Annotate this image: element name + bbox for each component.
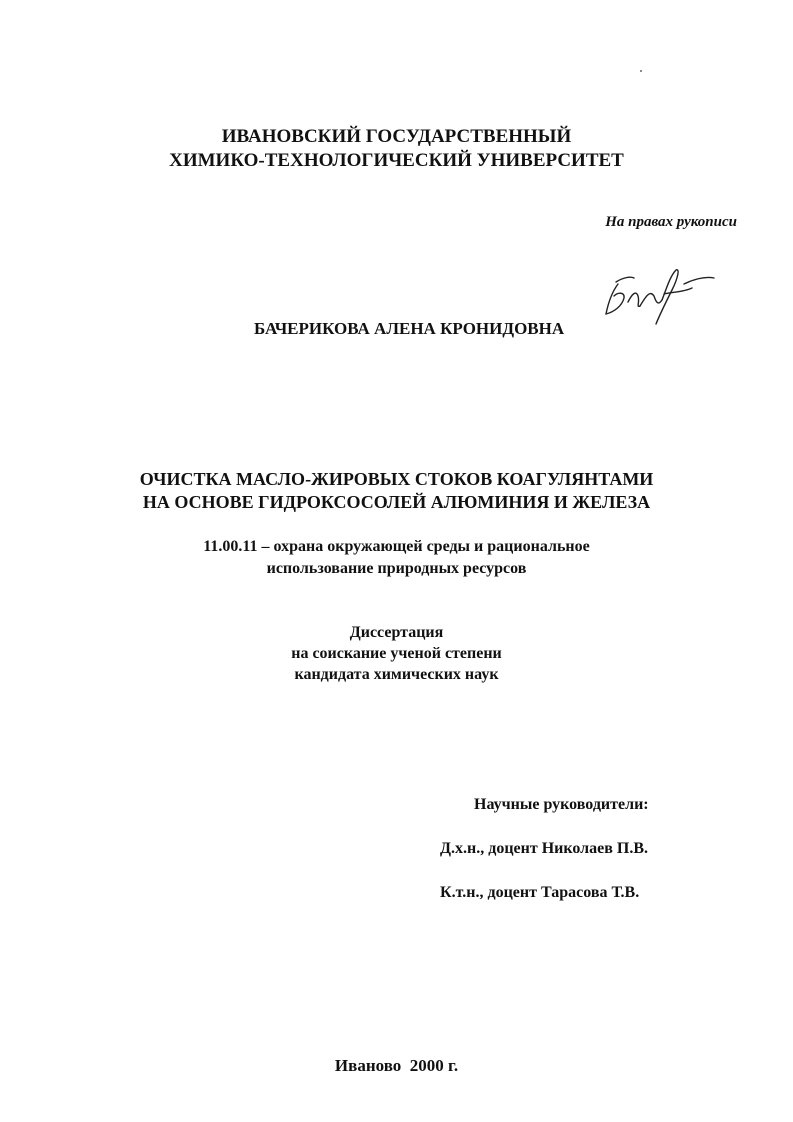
manuscript-note: На правах рукописи — [605, 214, 737, 230]
thesis-title-line1: ОЧИСТКА МАСЛО-ЖИРОВЫХ СТОКОВ КОАГУЛЯНТАМИ — [139, 469, 654, 489]
university-name-line1: ИВАНОВСКИЙ ГОСУДАРСТВЕННЫЙ — [221, 126, 572, 147]
supervisor-first: Д.х.н., доцент Николаев П.В. — [440, 840, 649, 857]
scan-speck — [640, 70, 642, 72]
supervisors-heading: Научные руководители: — [474, 796, 649, 813]
specialty-line2: использование природных ресурсов — [266, 560, 527, 577]
specialty-line1: 11.00.11 – охрана окружающей среды и рациональное — [203, 538, 590, 555]
city-year: Иваново 2000 г. — [334, 1056, 459, 1075]
supervisor-second: К.т.н., доцент Тарасова Т.В. — [440, 884, 640, 901]
signature-icon — [600, 262, 720, 332]
university-name-line2: ХИМИКО-ТЕХНОЛОГИЧЕСКИЙ УНИВЕРСИТЕТ — [169, 150, 624, 171]
dissertation-line2: на соискание ученой степени — [291, 645, 502, 662]
dissertation-line1: Диссертация — [349, 624, 444, 641]
thesis-title-line2: НА ОСНОВЕ ГИДРОКСОСОЛЕЙ АЛЮМИНИЯ И ЖЕЛЕЗА — [142, 492, 651, 512]
author-name: БАЧЕРИКОВА АЛЕНА КРОНИДОВНА — [254, 319, 565, 338]
dissertation-line3: кандидата химических наук — [294, 666, 499, 683]
